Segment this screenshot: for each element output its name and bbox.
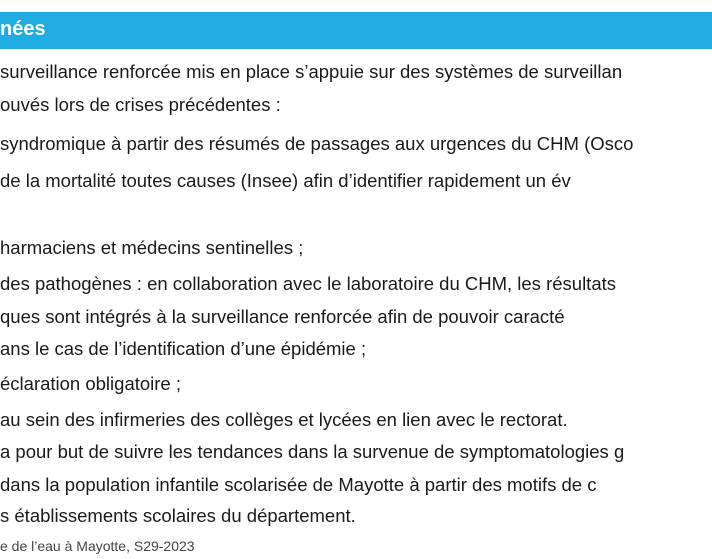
- section-header-bar: [0, 12, 712, 49]
- section-title: nées: [0, 18, 46, 40]
- body-line-13: s établissements scolaires du département.: [0, 505, 356, 526]
- body-line-10: au sein des infirmeries des collèges et lycées en lien avec le rectorat.: [0, 409, 568, 430]
- body-line-11: a pour but de suivre les tendances dans la survenue de symptomatologies g: [0, 441, 625, 462]
- body-line-1: surveillance renforcée mis en place s’appuie sur des systèmes de surveillan: [0, 61, 623, 82]
- body-line-3: syndromique à partir des résumés de passages aux urgences du CHM (Osco: [0, 133, 634, 154]
- body-line-6: des pathogènes : en collaboration avec le laboratoire du CHM, les résultats: [0, 273, 616, 294]
- body-line-7: ques sont intégrés à la surveillance renforcée afin de pouvoir caracté: [0, 306, 565, 327]
- body-line-9: éclaration obligatoire ;: [0, 373, 181, 394]
- body-line-8: ans le cas de l’identification d’une épidémie ;: [0, 338, 367, 359]
- body-line-5: harmaciens et médecins sentinelles ;: [0, 237, 304, 258]
- page-footer: e de l’eau à Mayotte, S29-2023: [0, 538, 195, 554]
- body-line-2: ouvés lors de crises précédentes :: [0, 94, 281, 115]
- body-line-4: de la mortalité toutes causes (Insee) afin d’identifier rapidement un év: [0, 170, 571, 191]
- body-line-12: dans la population infantile scolarisée de Mayotte à partir des motifs de c: [0, 474, 597, 495]
